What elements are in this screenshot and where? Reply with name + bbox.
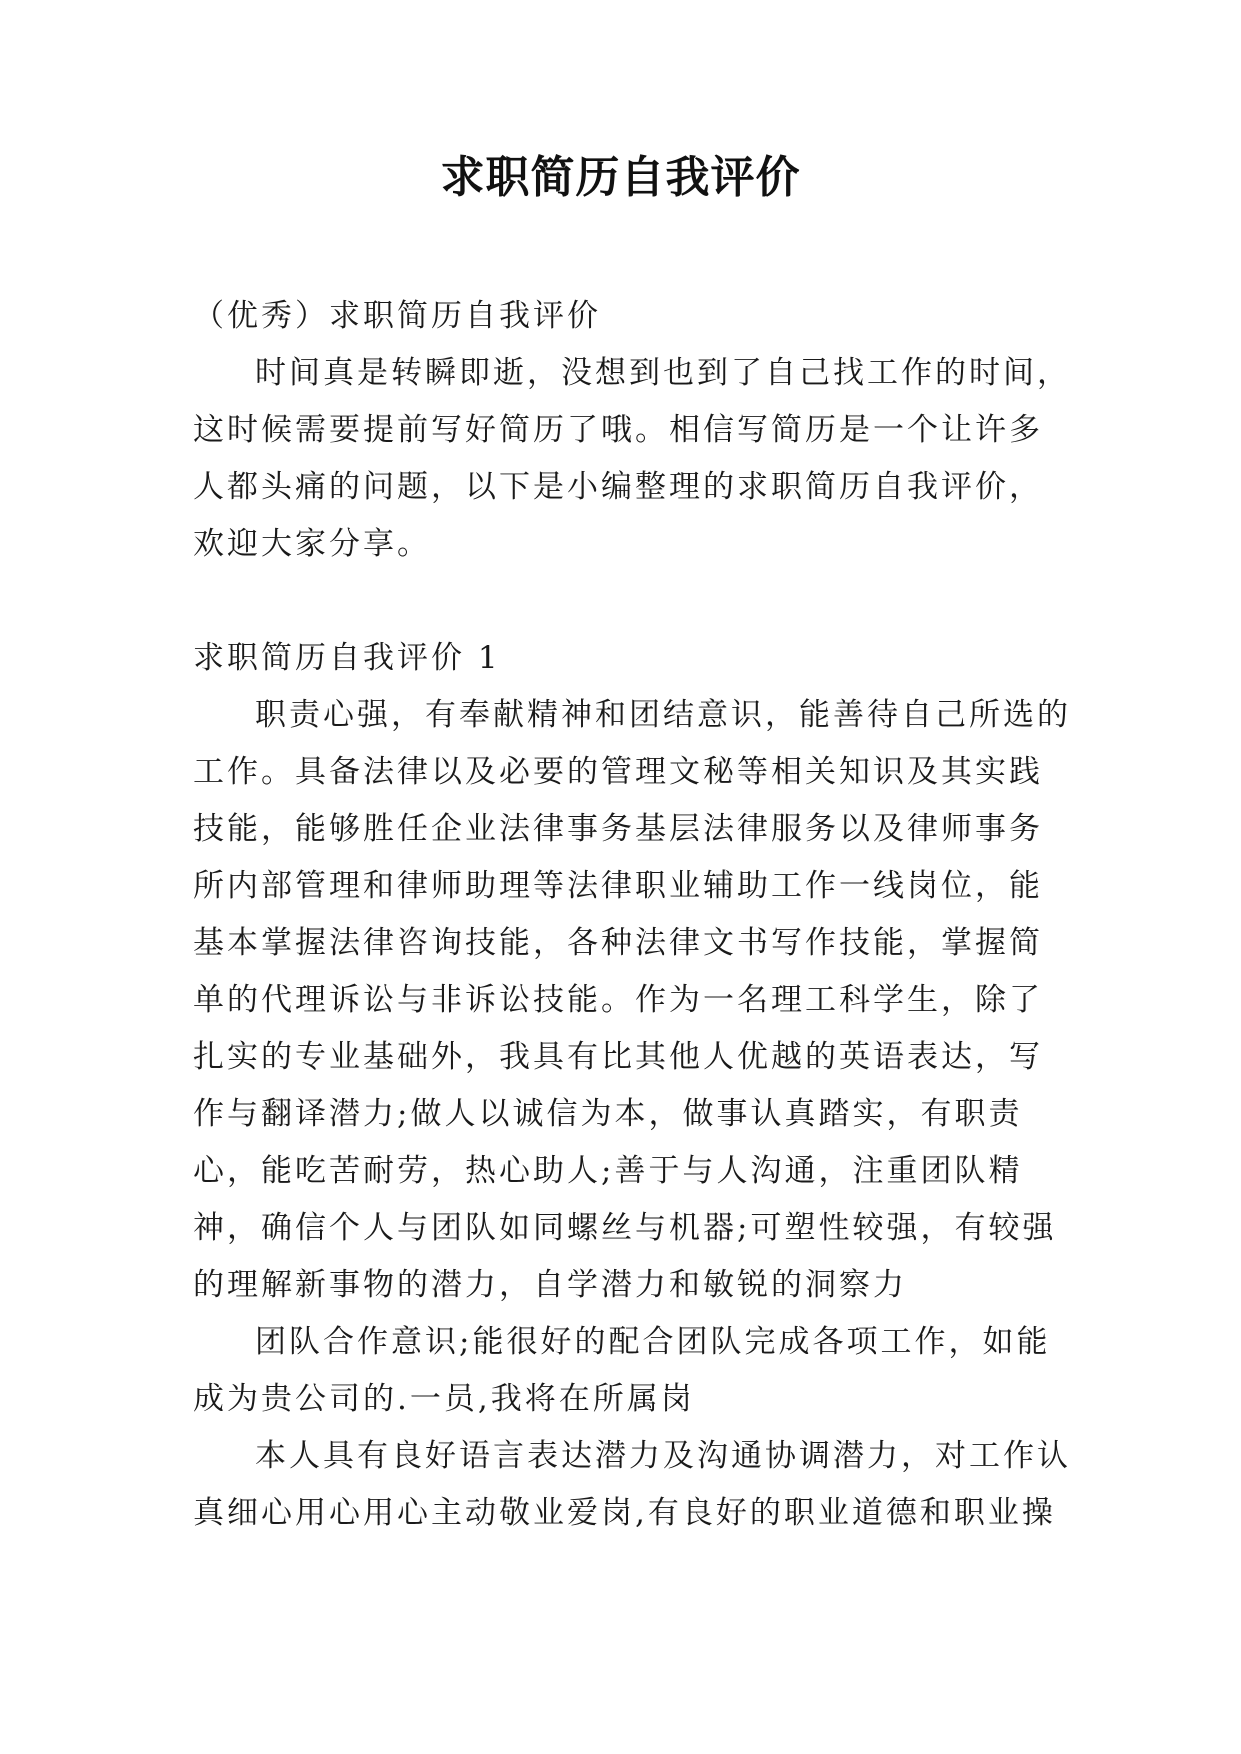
document-title: 求职简历自我评价	[440, 152, 801, 203]
paragraph-1: 职责心强，有奉献精神和团结意识，能善待自己所选的工作。具备法律以及必要的管理文秘等相关知识及其实践技能，能够胜任企业法律事务基层法律服务以及律师事务所内部管理和律师助理等法律职业辅助工作一线岗位，能基本掌握法律咨询技能，各种法律文书写作技能，掌握简单的代理诉讼与非诉讼技能。作为一名理工科学生，除了扎实的专业基础外，我具有比其他人优越的英语表达，写作与翻译潜力;做人以诚信为本，做事认真踏实，有职责心，能吃苦耐劳，热心助人;善于与人沟通，注重团队精神，确信个人与团队如同螺丝与机器;可塑性较强，有较强的理解新事物的潜力，自学潜力和敏锐的洞察力	[193, 697, 1071, 1303]
section-heading-1: 求职简历自我评价 1	[193, 640, 501, 676]
document-body	[193, 288, 1073, 1542]
paragraph-2: 团队合作意识;能很好的配合团队完成各项工作，如能成为贵公司的.一员,我将在所属岗	[193, 1324, 1051, 1417]
intro-paragraph: 时间真是转瞬即逝，没想到也到了自己找工作的时间，这时候需要提前写好简历了哦。相信写简历是一个让许多人都头痛的问题，以下是小编整理的求职简历自我评价，欢迎大家分享。	[193, 355, 1071, 562]
document-subtitle: （优秀）求职简历自我评价	[193, 298, 601, 334]
paragraph-3: 本人具有良好语言表达潜力及沟通协调潜力，对工作认真细心用心用心主动敬业爱岗,有良好的职业道德和职业操	[193, 1438, 1071, 1531]
